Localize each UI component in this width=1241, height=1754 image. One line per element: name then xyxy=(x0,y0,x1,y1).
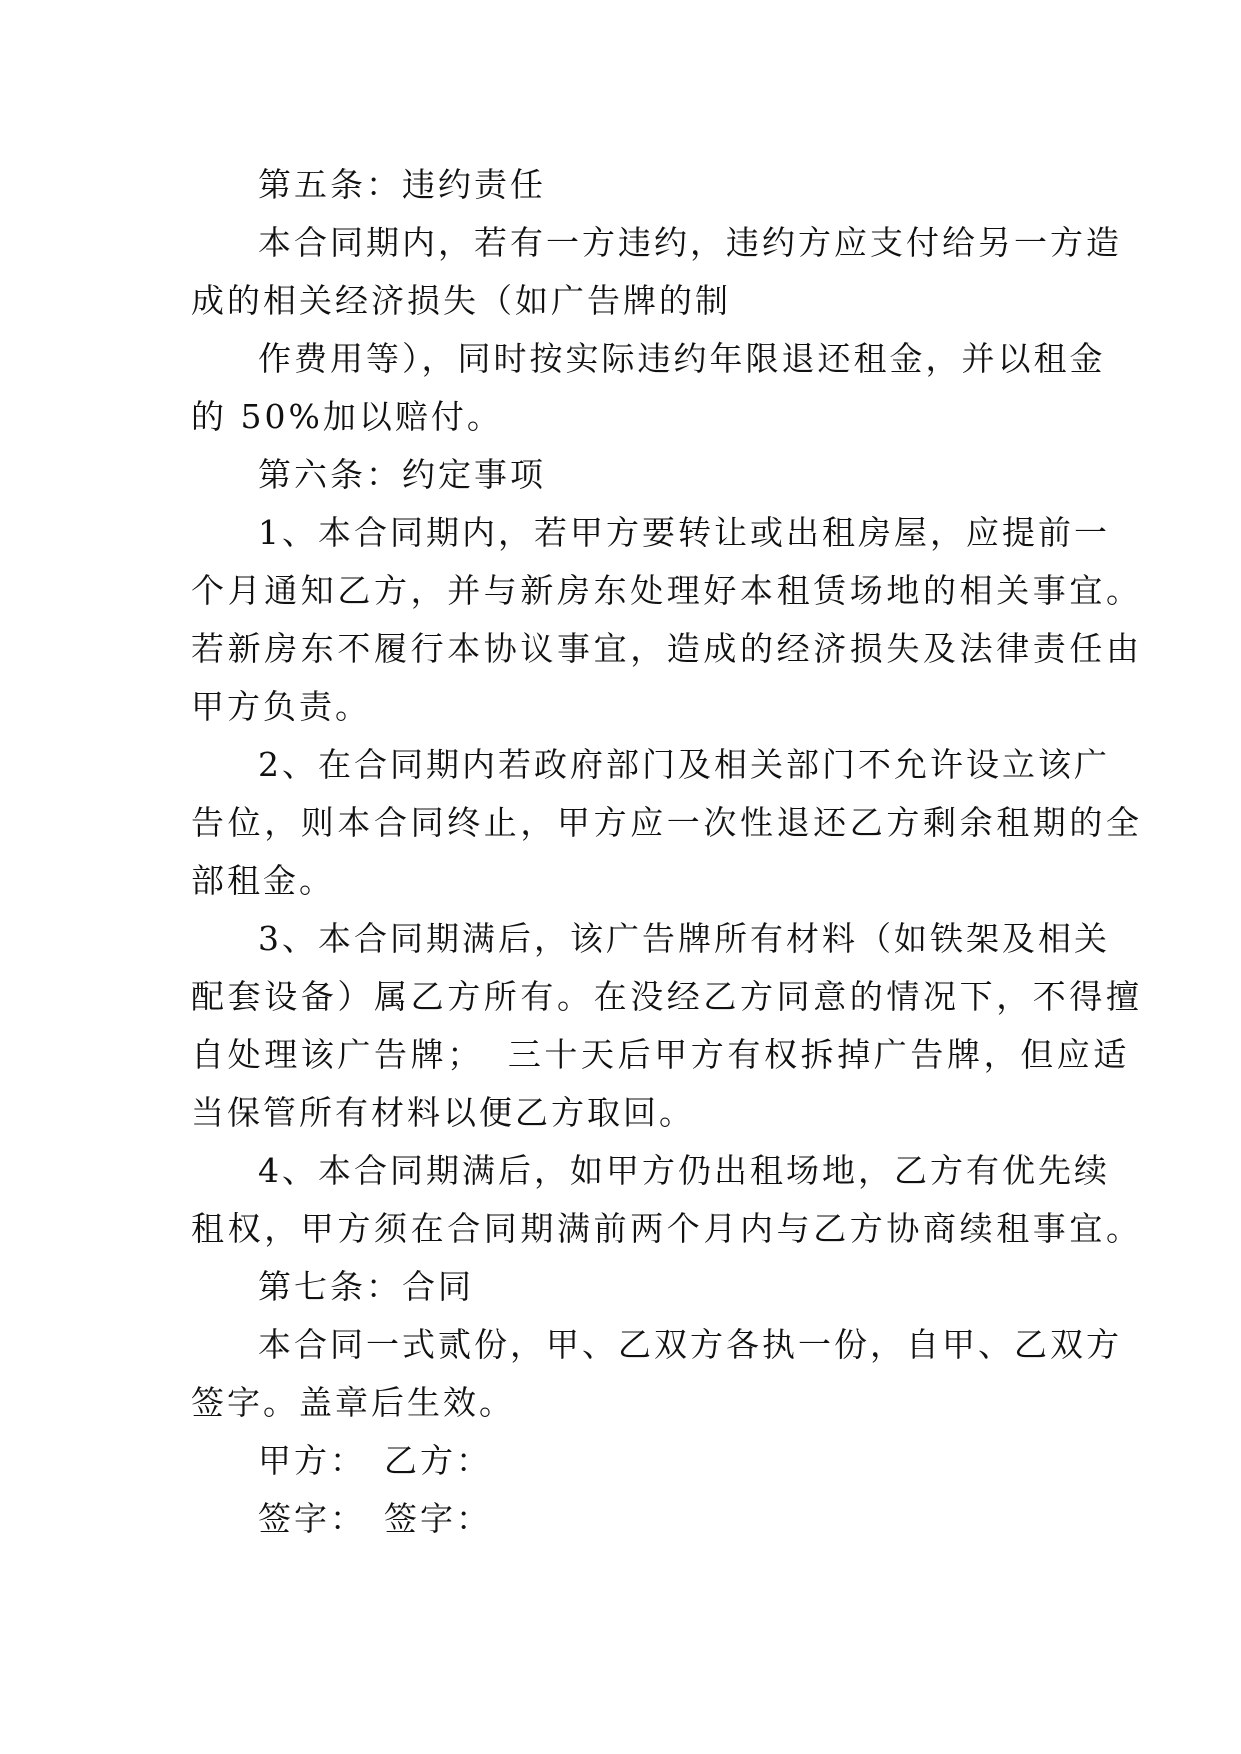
paragraph-line: 部租金。 xyxy=(191,861,335,900)
paragraph-line: 当保管所有材料以便乙方取回。 xyxy=(191,1093,695,1132)
paragraph-line: 租权，甲方须在合同期满前两个月内与乙方协商续租事宜。 xyxy=(191,1209,1143,1248)
paragraph-line: 本合同期内，若有一方违约，违约方应支付给另一方造 xyxy=(258,223,1122,262)
party-b-signature-label: 签字： xyxy=(384,1499,492,1538)
paragraph-line: 成的相关经济损失（如广告牌的制 xyxy=(191,281,731,320)
paragraph-segment: 三十天后甲方有权拆掉广告牌，但应适 xyxy=(507,1035,1131,1074)
paragraph-line: 本合同一式贰份，甲、乙双方各执一份，自甲、乙双方 xyxy=(258,1325,1122,1364)
paragraph-line: 甲方负责。 xyxy=(191,687,371,726)
paragraph-line xyxy=(191,1035,1130,1075)
article-7-heading: 第七条：合同 xyxy=(258,1267,474,1306)
paragraph-line: 1、本合同期内，若甲方要转让或出租房屋，应提前一 xyxy=(258,513,1110,552)
signature-sign-row xyxy=(258,1499,492,1539)
paragraph-line: 2、在合同期内若政府部门及相关部门不允许设立该广 xyxy=(258,745,1110,784)
party-b-label: 乙方： xyxy=(384,1441,492,1480)
signature-party-row xyxy=(258,1441,492,1481)
party-a-signature-label: 签字： xyxy=(258,1499,366,1538)
paragraph-line: 签字。盖章后生效。 xyxy=(191,1383,515,1422)
paragraph-line: 4、本合同期满后，如甲方仍出租场地，乙方有优先续 xyxy=(258,1151,1110,1190)
paragraph-line: 配套设备）属乙方所有。在没经乙方同意的情况下，不得擅 xyxy=(191,977,1143,1016)
paragraph-segment: 自处理该广告牌； xyxy=(191,1035,484,1074)
paragraph-line: 3、本合同期满后，该广告牌所有材料（如铁架及相关 xyxy=(258,919,1110,958)
paragraph-line: 个月通知乙方，并与新房东处理好本租赁场地的相关事宜。 xyxy=(191,571,1143,610)
paragraph-line: 的 50%加以赔付。 xyxy=(191,397,503,436)
paragraph-line: 告位，则本合同终止，甲方应一次性退还乙方剩余租期的全 xyxy=(191,803,1143,842)
party-a-label: 甲方： xyxy=(258,1441,366,1480)
article-6-heading: 第六条：约定事项 xyxy=(258,455,546,494)
paragraph-line: 作费用等），同时按实际违约年限退还租金，并以租金 xyxy=(258,339,1106,378)
article-5-heading: 第五条：违约责任 xyxy=(258,165,546,204)
paragraph-line: 若新房东不履行本协议事宜，造成的经济损失及法律责任由 xyxy=(191,629,1143,668)
